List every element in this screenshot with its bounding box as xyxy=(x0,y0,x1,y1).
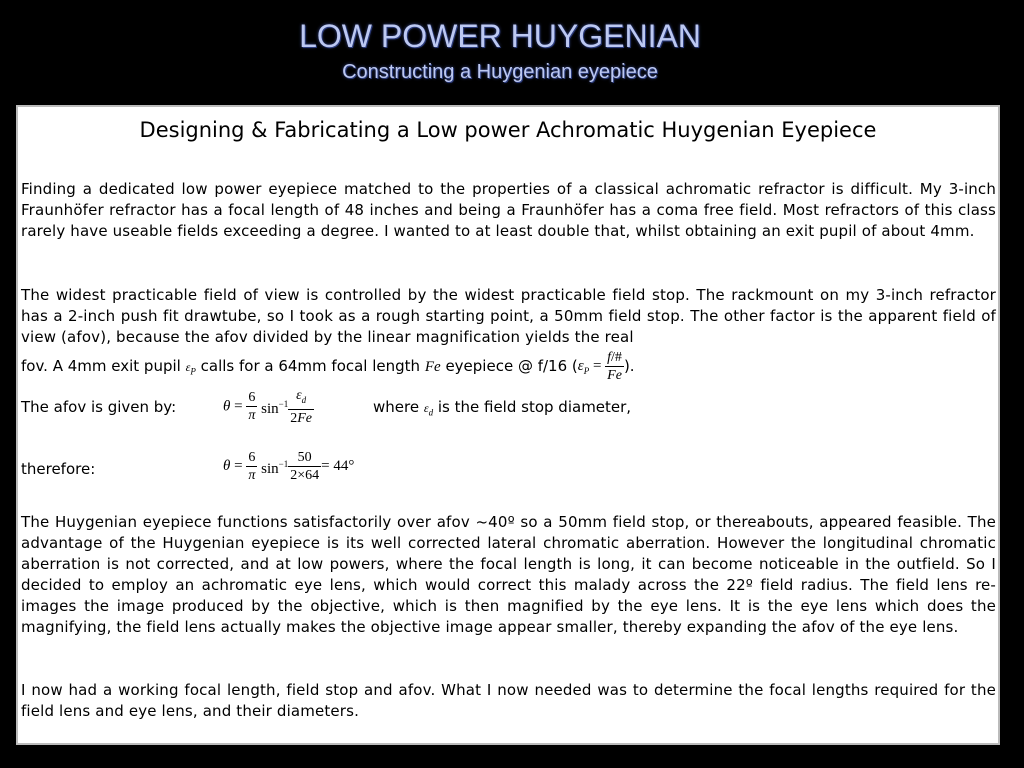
exit-pupil-line xyxy=(21,349,635,384)
afov-where-text-1: where xyxy=(373,398,420,416)
paragraph-field-of-view: The widest practicable field of view is controlled by the widest practicable field stop. The rackmount on my 3-inch refractor has a 2-inch push fit drawtube, so I took as a rough starting point, a 50mm field stop. The other factor is the apparent field of view (afov), because the afov divided by the linear magnification yields the real xyxy=(21,286,996,346)
document-panel xyxy=(16,105,1000,745)
page-subtitle: Constructing a Huygenian eyepiece xyxy=(342,61,658,83)
exit-pupil-text-4: ). xyxy=(623,357,635,375)
exit-pupil-symbol: $\varepsilon_P$ xyxy=(185,360,196,377)
exit-pupil-formula: $\varepsilon_P$ = $\frac{f/\#}{Fe}$ xyxy=(577,350,622,383)
afov-where-text-2: is the field stop diameter, xyxy=(437,398,632,416)
page-title: LOW POWER HUYGENIAN xyxy=(299,18,701,54)
paragraph-huygenian: The Huygenian eyepiece functions satisfactorily over afov ~40º so a 50mm field stop, or thereabouts, appeared feasible. The advantage of the Huygenian eyepiece is its well corrected lateral chromatic aberration. However the longitudinal chromatic aberration is not corrected, and at low powers, where the focal length is long, it can become noticeable in the outfield. So I decided to employ an achromatic eye lens, which would correct this malady across the 22º field radius. The field lens re-images the image produced by the objective, which is then magnified by the eye lens. It is the eye lens which does the magnifying, the field lens actually makes the objective image appear smaller, thereby expanding the afov of the eye lens. xyxy=(21,513,996,636)
afov-result-numerator: 50 xyxy=(288,449,321,467)
field-stop-symbol: $\varepsilon_d$ xyxy=(423,401,434,418)
afov-result-value: = 44° xyxy=(321,458,355,474)
document-title: Designing & Fabricating a Low power Achromatic Huygenian Eyepiece xyxy=(139,118,877,142)
exit-pupil-text-3: eyepiece @ f/16 ( xyxy=(445,357,578,375)
paragraph-next-steps: I now had a working focal length, field stop and afov. What I now needed was to determine the focal lengths required for the field lens and eye lens, and their diameters. xyxy=(21,681,996,720)
afov-where xyxy=(373,397,631,423)
therefore-label: therefore: xyxy=(21,460,96,478)
focal-length-symbol: Fe xyxy=(424,359,441,375)
exit-pupil-text-2: calls for a 64mm focal length xyxy=(200,357,421,375)
exit-pupil-text-1: fov. A 4mm exit pupil xyxy=(21,357,181,375)
afov-result-denominator: 2×64 xyxy=(290,468,320,483)
paragraph-intro: Finding a dedicated low power eyepiece matched to the properties of a classical achromatic refractor is difficult. My 3-inch Fraunhöfer refractor has a focal length of 48 inches and being a Fraunhöfer has a coma free field. Most refractors of this class rarely have useable fields exceeding a degree. I wanted to at least double that, whilst obtaining an exit pupil of about 4mm. xyxy=(21,180,996,240)
afov-formula: θ = $\frac{6}{\pi}$ $\sin^{-1}$ $\frac{\varepsilon_d}{2Fe}$ xyxy=(223,388,312,426)
afov-result-formula: θ = $\frac{6}{\pi}$ $\sin^{-1}$ $\frac{50}{2\times 64}$ = 44° xyxy=(223,450,355,483)
afov-label: The afov is given by: xyxy=(21,398,177,416)
